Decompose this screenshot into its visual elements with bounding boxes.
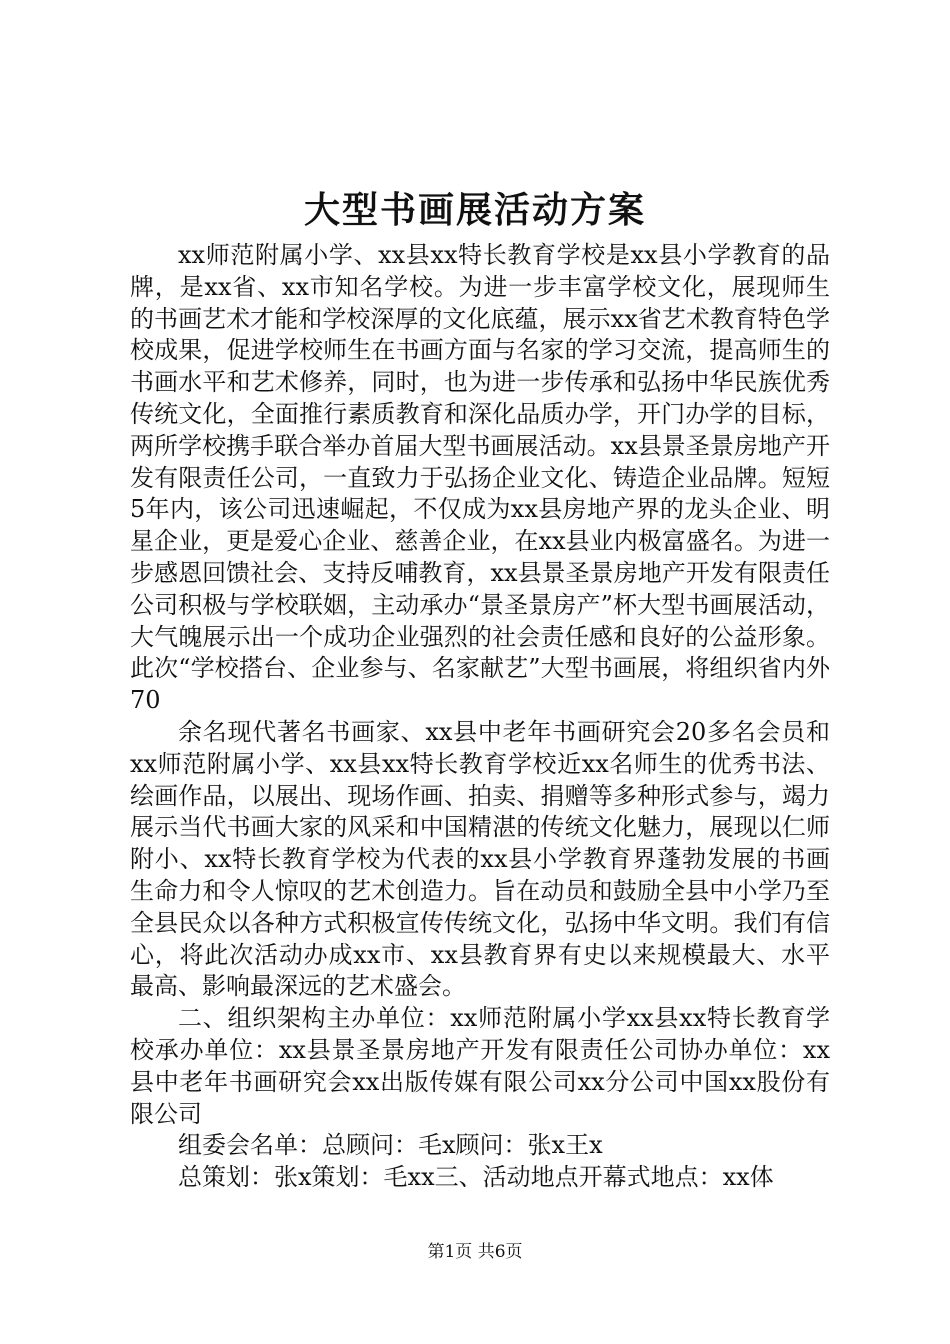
page-number-footer: 第1页 共6页 bbox=[427, 1242, 523, 1262]
paragraph-committee: 组委会名单：总顾问：毛x顾问：张x王x bbox=[178, 1131, 603, 1160]
paragraph-participants: 余名现代著名书画家、xx县中老年书画研究会20多名会员和xx师范附属小学、xx县xx特长教育学校近xx名师生的优秀书法、绘画作品，以展出、现场作画、拍卖、捐赠等多种形式参与，竭力展示当代书画大家的风采和中国精湛的传统文化魅力，展现以仁师附小、xx特长教育学校为代表的xx县小学教育界蓬勃发展的书画生命力和令人惊叹的艺术创造力。旨在动员和鼓励全县中小学乃至全县民众以各种方式积极宣传传统文化，弘扬中华文明。我们有信心，将此次活动办成xx市、xx县教育界有史以来规模最大、水平最高、影响最深远的艺术盛会。 bbox=[130, 717, 830, 1001]
document-body bbox=[130, 240, 830, 1194]
paragraph-organization: 二、组织架构主办单位：xx师范附属小学xx县xx特长教育学校承办单位：xx县景圣景房地产开发有限责任公司协办单位：xx县中老年书画研究会xx出版传媒有限公司xx分公司中国xx股份有限公司 bbox=[130, 1004, 830, 1128]
paragraph-intro: xx师范附属小学、xx县xx特长教育学校是xx县小学教育的品牌，是xx省、xx市知名学校。为进一步丰富学校文化，展现师生的书画艺术才能和学校深厚的文化底蕴，展示xx省艺术教育特色学校成果，促进学校师生在书画方面与名家的学习交流，提高师生的书画水平和艺术修养，同时，也为进一步传承和弘扬中华民族优秀传统文化，全面推行素质教育和深化品质办学，开门办学的目标，两所学校携手联合举办首届大型书画展活动。xx县景圣景房地产开发有限责任公司，一直致力于弘扬企业文化、铸造企业品牌。短短5年内，该公司迅速崛起，不仅成为xx县房地产界的龙头企业、明星企业，更是爱心企业、慈善企业，在xx县业内极富盛名。为进一步感恩回馈社会、支持反哺教育，xx县景圣景房地产开发有限责任公司积极与学校联姻，主动承办“景圣景房产”杯大型书画展活动，大气魄展示出一个成功企业强烈的社会责任感和良好的公益形象。此次“学校搭台、企业参与、名家献艺”大型书画展，将组织省内外70 bbox=[130, 241, 830, 715]
document-title: 大型书画展活动方案 bbox=[303, 189, 646, 231]
paragraph-planning-location: 总策划：张x策划：毛xx三、活动地点开幕式地点：xx体 bbox=[178, 1163, 774, 1192]
